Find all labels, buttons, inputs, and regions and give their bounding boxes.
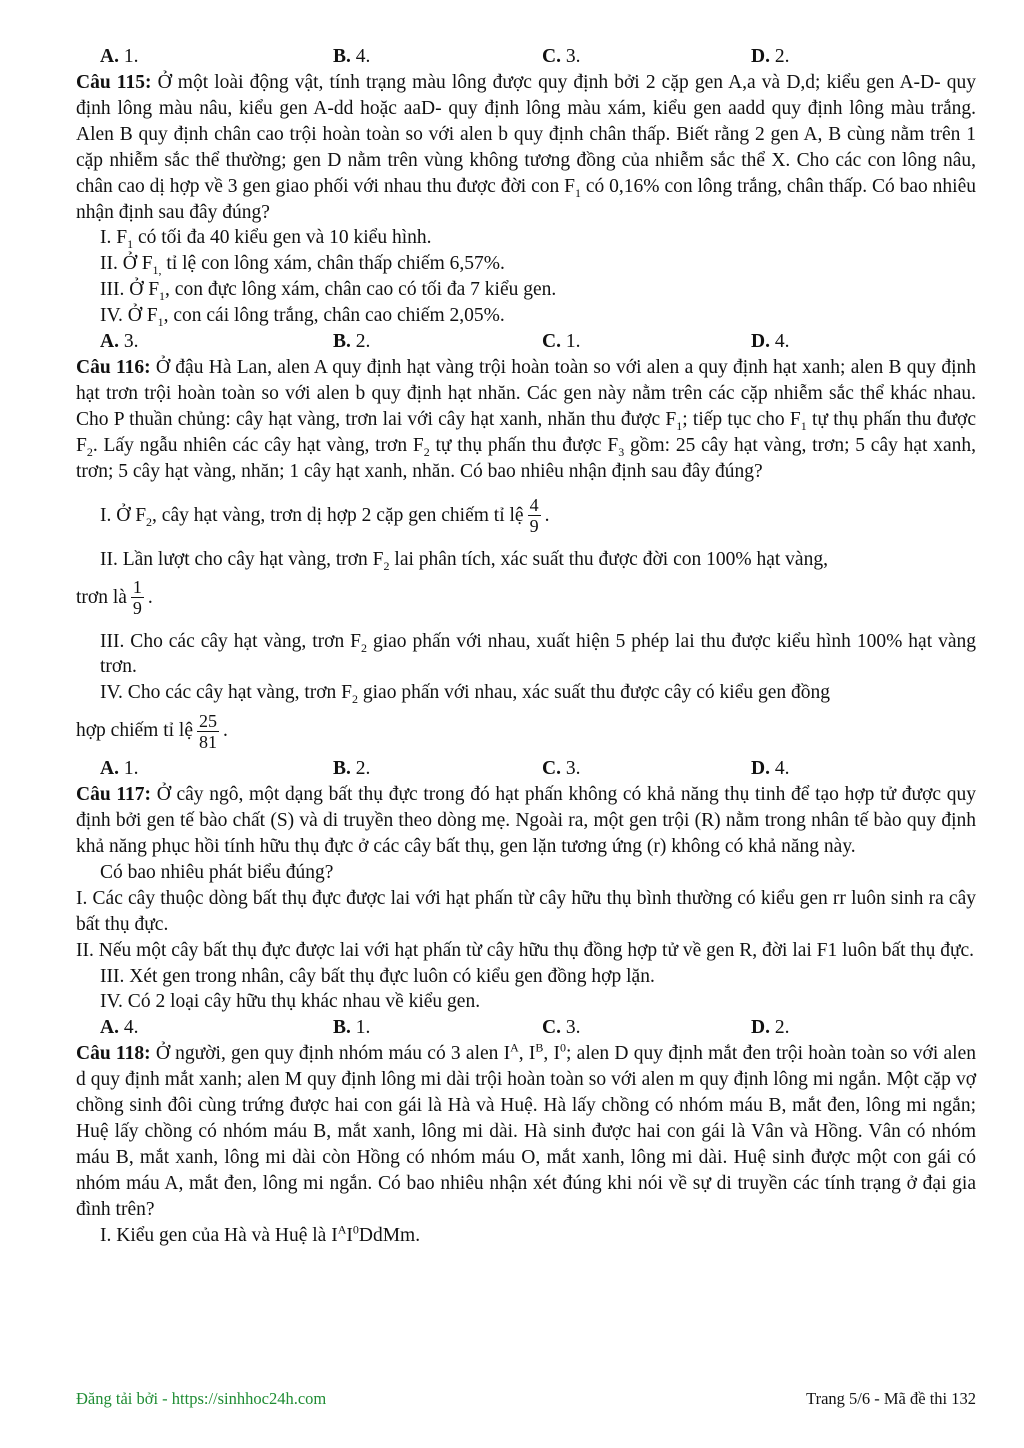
q118-statement-1: I. Kiểu gen của Hà và Huệ là $I^AI^0DdMm$. [100, 1222, 421, 1246]
q116-stem: Câu 116: Ở đậu Hà Lan, alen A quy định hạt vàng trội hoàn toàn so với alen a quy định hạt xanh; alen B quy định hạt trơn trội hoàn toàn so với alen b quy định hạt nhăn. Các gen này nằm trên các cặp nhiễm sắc thể khác nhau. Cho P thuần chủng: cây hạt vàng, trơn lai với cây hạt xanh, nhăn thu được $F_1$; tiếp tục cho $F_1$ tự thụ phấn thu được $F_2$. Lấy ngẫu nhiên các cây hạt vàng, trơn $F_2$ tự thụ phấn thu được $F_3$ gồm: 25 cây hạt vàng, trơn; 5 cây hạt xanh, trơn; 5 cây hạt vàng, nhăn; 1 cây hạt xanh, nhăn. Có bao nhiêu nhận định sau đây đúng? [76, 357, 977, 482]
page-footer [76, 1389, 976, 1409]
page-number: Trang 5/6 - Mã đề thi 132 [806, 1389, 976, 1408]
option-c: C. 3. [542, 758, 581, 780]
option-a: A. 1. [100, 758, 139, 780]
option-a: A. 1. [100, 46, 139, 68]
q117-question: Có bao nhiêu phát biểu đúng? [100, 861, 334, 883]
option-d-text: 2. [774, 46, 790, 68]
q117-statement-3: III. Xét gen trong nhân, cây bất thụ đực luôn có kiểu gen đồng hợp lặn. [100, 965, 655, 987]
fraction: $\frac{1}{9}$ [132, 577, 142, 618]
q115-stem: Câu 115: Ở một loài động vật, tính trạng màu lông được quy định bởi 2 cặp gen A,a và D,d; kiểu gen A-D- quy định lông màu nâu, kiểu gen A-dd hoặc aaD- quy định lông màu xám, kiểu gen aadd quy định lông màu trắng. Alen B quy định chân cao trội hoàn toàn so với alen b quy định chân thấp. Biết rằng 2 gen A, B cùng nằm trên 1 cặp nhiễm sắc thể thường; gen D nằm trên vùng không tương đồng của nhiễm sắc thể X. Cho các con lông nâu, chân cao dị hợp về 3 gen giao phối với nhau thu được đời con $F_1$ có 0,16% con lông trắng, chân thấp. Có bao nhiêu nhận định sau đây đúng? [76, 72, 976, 223]
option-d: D. 2. [751, 46, 790, 68]
q116-statement-4: IV. Cho các cây hạt vàng, trơn $F_2$ giao phấn với nhau, xác suất thu được cây có kiểu gen đồng [100, 682, 830, 707]
q117-options [76, 1015, 976, 1041]
q117-statement-2: II. Nếu một cây bất thụ đực được lai với hạt phấn từ cây hữu thụ đồng hợp tử về gen R, đời lai F1 luôn bất thụ đực. [76, 939, 975, 961]
q116-statement-3: III. Cho các cây hạt vàng, trơn $F_2$ giao phấn với nhau, xuất hiện 5 phép lai thu được kiểu hình 100% hạt vàng trơn. [100, 630, 976, 678]
option-d: D. 2. [751, 1017, 790, 1039]
option-b: B. 2. [333, 331, 371, 353]
q116-options [76, 756, 976, 782]
q117-statement-4: IV. Có 2 loại cây hữu thụ khác nhau về kiểu gen. [100, 991, 481, 1013]
q114-options [76, 44, 976, 70]
q116-statement-2: II. Lần lượt cho cây hạt vàng, trơn $F_2$ lai phân tích, xác suất thu được đời con 100% hạt vàng, [100, 548, 828, 573]
option-c: C. 3. [542, 1017, 581, 1039]
option-d: D. 4. [751, 758, 790, 780]
q117-statement-1: I. Các cây thuộc dòng bất thụ đực được lai với hạt phấn từ cây hữu thụ bình thường có kiểu gen rr luôn sinh ra cây bất thụ đực. [76, 887, 976, 935]
fraction: $\frac{25}{81}$ [199, 710, 217, 752]
option-b: B. 4. [333, 46, 371, 68]
option-a: A. 3. [100, 331, 139, 353]
source-link[interactable]: Đăng tải bởi - https://sinhhoc24h.com [76, 1389, 327, 1408]
fraction: $\frac{4}{9}$ [529, 495, 539, 537]
option-a-text: 1. [123, 46, 139, 68]
option-c-text: 3. [565, 46, 581, 68]
option-d: D. 4. [751, 331, 790, 353]
q115-label: Câu 115: [76, 72, 152, 93]
q118-stem: Câu 118: Ở người, gen quy định nhóm máu có 3 alen $I^A$, $I^B$, $I^0$; alen D quy định mắt đen trội hoàn toàn so với alen d quy định mắt xanh; alen M quy định lông mi dài trội hoàn toàn so với alen m quy định lông mi ngắn. Một cặp vợ chồng sinh đôi cùng trứng được hai con gái là Hà và Huệ. Hà lấy chồng có nhóm máu B, mắt đen, lông mi ngắn; Huệ lấy chồng có nhóm máu B, mắt xanh, lông mi dài. Hà sinh được hai con gái là Vân và Hồng. Vân có nhóm máu B, mắt xanh, lông mi dài còn Hồng có nhóm máu O, mắt xanh, lông mi dài. Huệ sinh được một con gái có nhóm máu A, mắt đen, lông mi ngắn. Có bao nhiêu nhận xét đúng khi nói về sự di truyền các tính trạng ở đại gia đình trên? [76, 1040, 976, 1220]
exam-page [76, 44, 976, 1249]
q115-statement-3: III. Ở $F_1$, con đực lông xám, chân cao có tối đa 7 kiểu gen. [100, 279, 557, 304]
option-b-text: 4. [355, 46, 371, 68]
q116-label: Câu 116: [76, 357, 151, 379]
q115-statement-1: I. $F_1$ có tối đa 40 kiểu gen và 10 kiểu hình. [100, 227, 432, 252]
option-b: B. 1. [333, 1017, 371, 1039]
q116-statement-2-cont: trơn là $\frac{1}{9}$ . [76, 577, 153, 618]
q117-stem: Câu 117: Ở cây ngô, một dạng bất thụ đực trong đó hạt phấn không có khả năng thụ tinh để tạo hợp tử được quy định bởi gen tế bào chất (S) và di truyền theo dòng mẹ. Ngoài ra, một gen trội (R) nằm trong nhân tế bào quy định khả năng phục hồi tính hữu thụ đực ở các cây bất thụ, gen lặn tương ứng (r) không có khả năng này. [76, 784, 976, 858]
q116-statement-1: I. Ở $F_2$, cây hạt vàng, trơn dị hợp 2 cặp gen chiếm tỉ lệ $\frac{4}{9}$ . [100, 495, 550, 537]
option-a: A. 4. [100, 1017, 139, 1039]
q116-statement-4-cont: hợp chiếm tỉ lệ $\frac{25}{81}$ . [76, 710, 228, 752]
q115-statement-2: II. Ở $F_{1,}$ tỉ lệ con lông xám, chân thấp chiếm 6,57%. [100, 253, 505, 278]
q115-options [76, 329, 976, 355]
option-c: C. 3. [542, 46, 581, 68]
q118-label: Câu 118: [76, 1043, 151, 1065]
q115-statement-4: IV. Ở $F_1$, con cái lông trắng, chân cao chiếm 2,05%. [100, 305, 505, 330]
q117-label: Câu 117: [76, 784, 152, 806]
option-c: C. 1. [542, 331, 581, 353]
option-b: B. 2. [333, 758, 371, 780]
